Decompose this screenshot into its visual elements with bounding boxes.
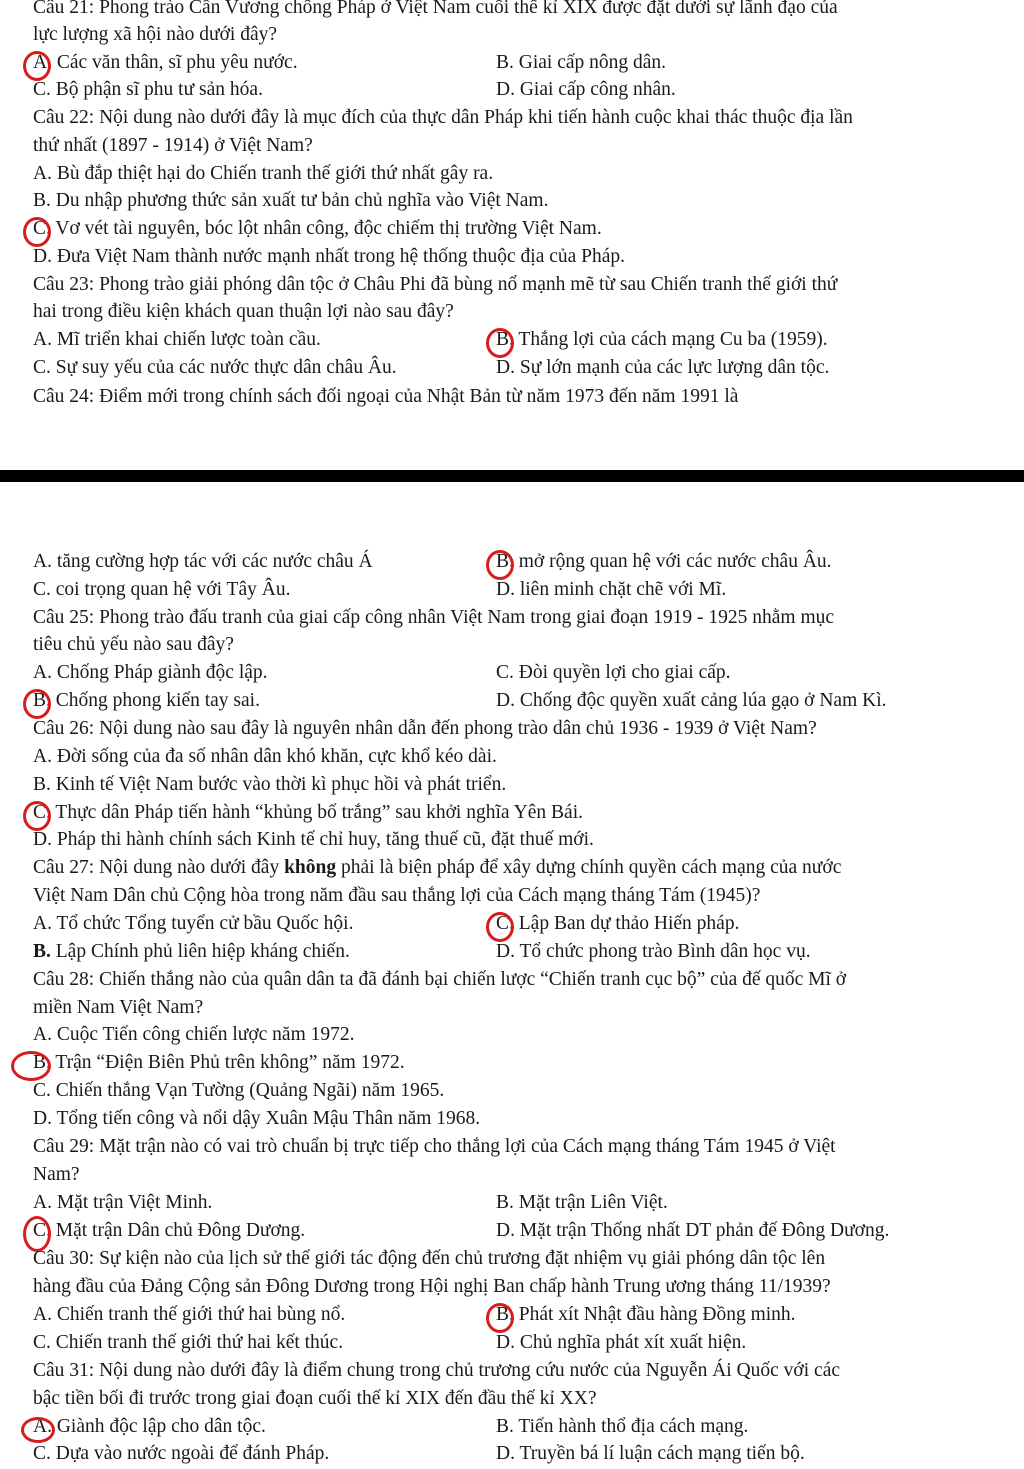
q25-stem-line2: tiêu chủ yếu nào sau đây? <box>33 634 234 655</box>
q30-option-b: B. Phát xít Nhật đầu hàng Đồng minh. <box>496 1301 796 1329</box>
q21-row2 <box>33 76 1008 104</box>
q22-stem-line1: Câu 22: Nội dung nào dưới đây là mục đích của thực dân Pháp khi tiến hành cuộc khai thác thuộc địa lần <box>33 107 853 128</box>
q22-option-a: A. Bù đắp thiệt hại do Chiến tranh thế giới thứ nhất gây ra. <box>33 163 494 184</box>
q24-row1 <box>33 548 1008 576</box>
q29-option-b: B. Mặt trận Liên Việt. <box>496 1192 668 1213</box>
q25-stem-line1: Câu 25: Phong trào đấu tranh của giai cấp công nhân Việt Nam trong giai đoạn 1919 - 1925 nhằm mục <box>33 607 835 628</box>
q24-option-a: A. tăng cường hợp tác với các nước châu Á <box>33 551 373 572</box>
q21-option-a: A. Các văn thân, sĩ phu yêu nước. <box>33 49 298 77</box>
q26-option-d: D. Pháp thi hành chính sách Kinh tế chỉ huy, tăng thuế cũ, đặt thuế mới. <box>33 829 594 850</box>
q27-option-a: A. Tổ chức Tổng tuyển cử bầu Quốc hội. <box>33 913 354 934</box>
q30-option-c: C. Chiến tranh thế giới thứ hai kết thúc. <box>33 1332 344 1353</box>
q25-row2 <box>33 687 1008 715</box>
q21-stem-line1: Câu 21: Phong trào Cần Vương chống Pháp ở Việt Nam cuối thế kỉ XIX được đặt dưới sự lãnh đạo của <box>33 0 838 18</box>
q23-option-b: B. Thắng lợi của cách mạng Cu ba (1959). <box>496 326 828 354</box>
q28-stem-line2: miền Nam Việt Nam? <box>33 997 204 1018</box>
q28-option-d: D. Tổng tiến công và nổi dậy Xuân Mậu Thân năm 1968. <box>33 1108 481 1129</box>
q25-option-a: A. Chống Pháp giành độc lập. <box>33 662 268 683</box>
q29-row2 <box>33 1217 1008 1245</box>
q29-option-c: C. Mặt trận Dân chủ Đông Dương. <box>33 1217 305 1245</box>
q23-row2 <box>33 354 1008 382</box>
q29-option-a: A. Mặt trận Việt Minh. <box>33 1192 213 1213</box>
q21-option-b: B. Giai cấp nông dân. <box>496 52 667 73</box>
q25-option-b: B. Chống phong kiến tay sai. <box>33 687 260 715</box>
q22-stem-line2: thứ nhất (1897 - 1914) ở Việt Nam? <box>33 135 313 156</box>
q21-option-d: D. Giai cấp công nhân. <box>496 79 676 100</box>
q27-row1 <box>33 910 1008 938</box>
q24-option-c: C. coi trọng quan hệ với Tây Âu. <box>33 579 291 600</box>
q24-option-b: B. mở rộng quan hệ với các nước châu Âu. <box>496 548 832 576</box>
q24-stem-line1: Câu 24: Điểm mới trong chính sách đối ngoại của Nhật Bản từ năm 1973 đến năm 1991 là <box>33 386 739 407</box>
q28-stem-line1: Câu 28: Chiến thắng nào của quân dân ta đã đánh bại chiến lược “Chiến tranh cục bộ” của đế quốc Mĩ ở <box>33 969 847 990</box>
q30-option-a: A. Chiến tranh thế giới thứ hai bùng nổ. <box>33 1304 346 1325</box>
q26-option-b: B. Kinh tế Việt Nam bước vào thời kì phục hồi và phát triển. <box>33 774 507 795</box>
q23-stem-line1: Câu 23: Phong trào giải phóng dân tộc ở Châu Phi đã bùng nổ mạnh mẽ từ sau Chiến tranh thế giới thứ <box>33 274 838 295</box>
q26-option-c: C. Thực dân Pháp tiến hành “khủng bố trắng” sau khởi nghĩa Yên Bái. <box>33 799 1004 827</box>
q28-option-a: A. Cuộc Tiến công chiến lược năm 1972. <box>33 1024 355 1045</box>
q31-option-a: A. Giành độc lập cho dân tộc. <box>33 1413 266 1441</box>
q26-stem-line1: Câu 26: Nội dung nào sau đây là nguyên nhân dẫn đến phong trào dân chủ 1936 - 1939 ở Việt Nam? <box>33 718 817 739</box>
q27-stem-line2: Việt Nam Dân chủ Cộng hòa trong năm đầu sau thắng lợi của Cách mạng tháng Tám (1945)? <box>33 885 761 906</box>
q29-option-d: D. Mặt trận Thống nhất DT phản đế Đông Dương. <box>496 1220 890 1241</box>
q31-row2 <box>33 1440 1008 1468</box>
q25-option-c: C. Đòi quyền lợi cho giai cấp. <box>496 662 731 683</box>
q27-stem-line1: Câu 27: Nội dung nào dưới đây không phải là biện pháp để xây dựng chính quyền cách mạng của nước <box>33 857 842 878</box>
q28-option-c: C. Chiến thắng Vạn Tường (Quảng Ngãi) năm 1965. <box>33 1080 445 1101</box>
q27-option-d: D. Tổ chức phong trào Bình dân học vụ. <box>496 941 811 962</box>
q29-row1 <box>33 1189 1008 1217</box>
q27-option-c: C. Lập Ban dự thảo Hiến pháp. <box>496 910 739 938</box>
q28-option-b: B. Trận “Điện Biên Phủ trên không” năm 1972. <box>33 1049 1004 1077</box>
q24-option-d: D. liên minh chặt chẽ với Mĩ. <box>496 579 727 600</box>
q22-option-c: C. Vơ vét tài nguyên, bóc lột nhân công, độc chiếm thị trường Việt Nam. <box>33 215 1004 243</box>
q31-row1 <box>33 1413 1008 1441</box>
q27-option-b: B. Lập Chính phủ liên hiệp kháng chiến. <box>33 941 350 962</box>
q22-option-b: B. Du nhập phương thức sản xuất tư bản chủ nghĩa vào Việt Nam. <box>33 190 549 211</box>
q27-row2 <box>33 938 1008 966</box>
q22-option-d: D. Đưa Việt Nam thành nước mạnh nhất trong hệ thống thuộc địa của Pháp. <box>33 246 626 267</box>
q23-row1 <box>33 326 1008 354</box>
q30-option-d: D. Chủ nghĩa phát xít xuất hiện. <box>496 1332 747 1353</box>
q29-stem-line1: Câu 29: Mặt trận nào có vai trò chuẩn bị trực tiếp cho thắng lợi của Cách mạng tháng Tám 1945 ở Việt <box>33 1136 836 1157</box>
q29-stem-line2: Nam? <box>33 1164 80 1185</box>
q25-option-d: D. Chống độc quyền xuất cảng lúa gạo ở Nam Kì. <box>496 690 887 711</box>
q23-option-c: C. Sự suy yếu của các nước thực dân châu Âu. <box>33 357 397 378</box>
q21-option-c: C. Bộ phận sĩ phu tư sản hóa. <box>33 79 263 100</box>
q30-row2 <box>33 1329 1008 1357</box>
q30-stem-line2: hàng đầu của Đảng Cộng sản Đông Dương trong Hội nghị Ban chấp hành Trung ương tháng 11/1939? <box>33 1276 831 1297</box>
q30-stem-line1: Câu 30: Sự kiện nào của lịch sử thế giới tác động đến chủ trương đặt nhiệm vụ giải phóng dân tộc lên <box>33 1248 826 1269</box>
q23-option-d: D. Sự lớn mạnh của các lực lượng dân tộc. <box>496 357 830 378</box>
page-divider <box>0 470 1024 482</box>
q25-row1 <box>33 659 1008 687</box>
emphasis-khong: không <box>284 857 337 878</box>
q31-stem-line2: bậc tiền bối đi trước trong giai đoạn cuối thế kỉ XIX đến đầu thế kỉ XX? <box>33 1388 597 1409</box>
q21-stem-line2: lực lượng xã hội nào dưới đây? <box>33 24 278 45</box>
q23-option-a: A. Mĩ triển khai chiến lược toàn cầu. <box>33 329 321 350</box>
q21-row1 <box>33 49 1008 77</box>
q26-option-a: A. Đời sống của đa số nhân dân khó khăn, cực khổ kéo dài. <box>33 746 497 767</box>
q31-option-c: C. Dựa vào nước ngoài để đánh Pháp. <box>33 1443 330 1464</box>
q23-stem-line2: hai trong điều kiện khách quan thuận lợi nào sau đây? <box>33 301 454 322</box>
q31-option-d: D. Truyền bá lí luận cách mạng tiến bộ. <box>496 1443 805 1464</box>
q31-stem-line1: Câu 31: Nội dung nào dưới đây là điểm chung trong chủ trương cứu nước của Nguyễn Ái Quốc với các <box>33 1360 841 1381</box>
q24-row2 <box>33 576 1008 604</box>
q31-option-b: B. Tiến hành thổ địa cách mạng. <box>496 1416 749 1437</box>
q30-row1 <box>33 1301 1008 1329</box>
